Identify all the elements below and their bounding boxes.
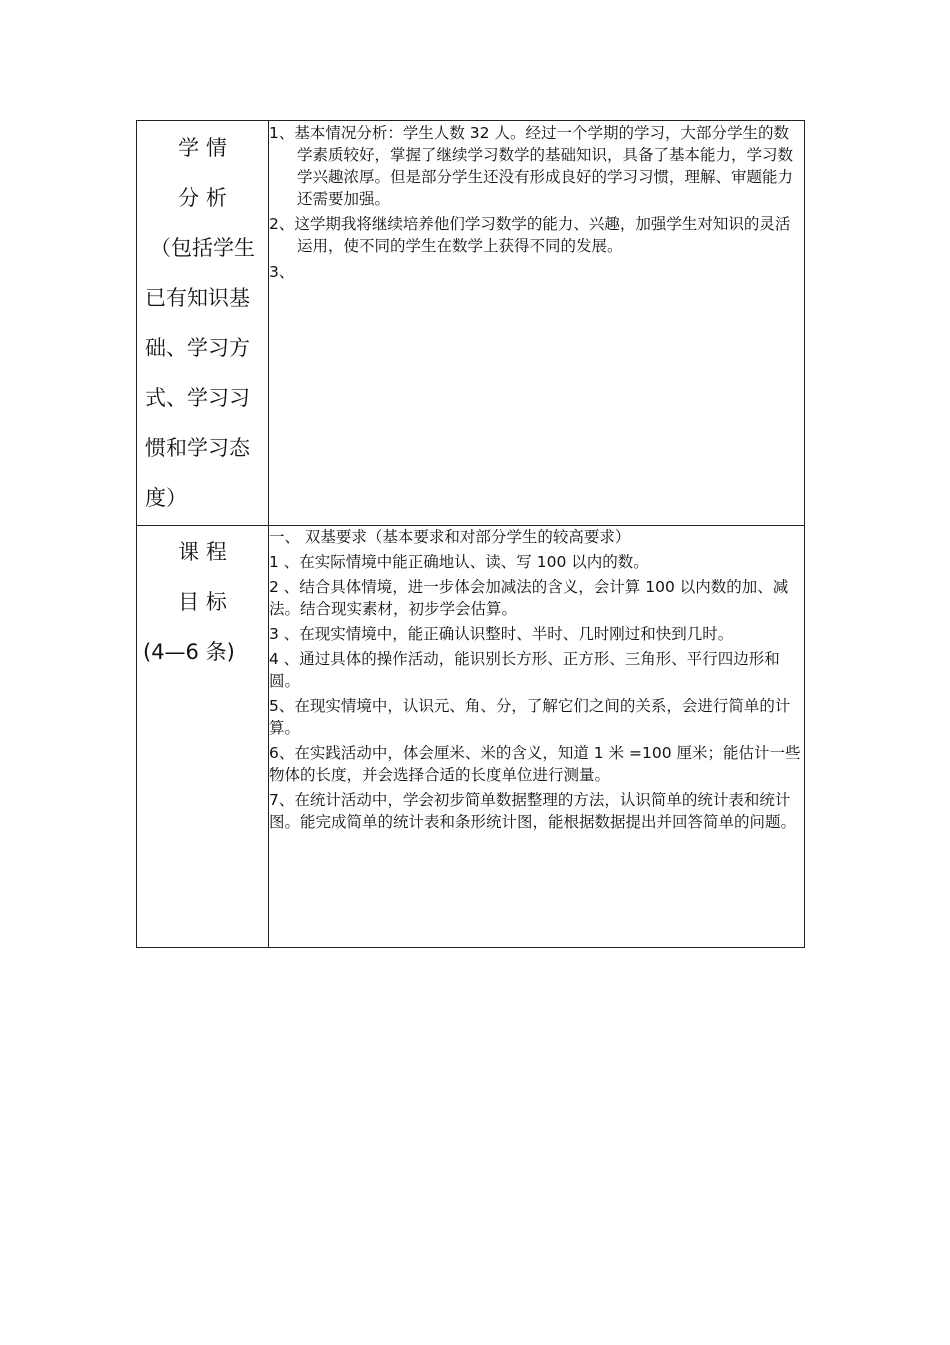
teaching-plan-table (136, 120, 805, 948)
label-line: 课 程 (178, 540, 227, 564)
label-line: 础、学习方 (145, 336, 250, 360)
analysis-item-2: 2、这学期我将继续培养他们学习数学的能力、兴趣，加强学生对知识的灵活运用，使不同的学生在数学上获得不同的发展。 (269, 215, 791, 255)
content-cell-student-analysis (269, 121, 805, 526)
analysis-item-1: 1、基本情况分析：学生人数 32 人。经过一个学期的学习，大部分学生的数学素质较好，掌握了继续学习数学的基础知识，具备了基本能力，学习数学兴趣浓厚。但是部分学生还没有形成良好的学习习惯，理解、审题能力还需要加强。 (269, 124, 794, 208)
table-row-student-analysis (137, 121, 805, 526)
goals-heading: 一、 双基要求（基本要求和对部分学生的较高要求） (269, 528, 631, 546)
label-cell-student-analysis (137, 121, 269, 526)
analysis-item-3: 3、 (269, 263, 295, 281)
goal-item-7: 7、在统计活动中，学会初步简单数据整理的方法，认识简单的统计表和统计图。能完成简单的统计表和条形统计图，能根据数据提出并回答简单的问题。 (269, 791, 797, 831)
label-line: 惯和学习态 (145, 436, 250, 460)
label-line: 度） (145, 486, 187, 510)
label-line: （包括学生 (150, 236, 255, 260)
goal-item-2: 2 、结合具体情境，进一步体会加减法的含义，会计算 100 以内数的加、减法。结合现实素材，初步学会估算。 (269, 578, 789, 618)
goal-item-3: 3 、在现实情境中，能正确认识整时、半时、几时刚过和快到几时。 (269, 625, 734, 643)
label-line: 式、学习习 (145, 386, 250, 410)
goal-item-6: 6、在实践活动中，体会厘米、米的含义，知道 1 米 =100 厘米；能估计一些物体的长度，并会选择合适的长度单位进行测量。 (269, 744, 801, 784)
table-row-course-goals (137, 526, 805, 948)
label-cell-course-goals (137, 526, 269, 948)
label-line: 分 析 (178, 186, 227, 210)
goal-item-5: 5、在现实情境中，认识元、角、分，了解它们之间的关系，会进行简单的计算。 (269, 697, 791, 737)
label-line: 学 情 (178, 136, 227, 160)
label-line: (4—6 条) (143, 640, 235, 664)
goal-item-4: 4 、通过具体的操作活动，能识别长方形、正方形、三角形、平行四边形和圆。 (269, 650, 780, 690)
label-line: 已有知识基 (145, 286, 250, 310)
content-cell-course-goals (269, 526, 805, 948)
label-line: 目 标 (178, 590, 227, 614)
goal-item-1: 1 、在实际情境中能正确地认、读、写 100 以内的数。 (269, 553, 649, 571)
